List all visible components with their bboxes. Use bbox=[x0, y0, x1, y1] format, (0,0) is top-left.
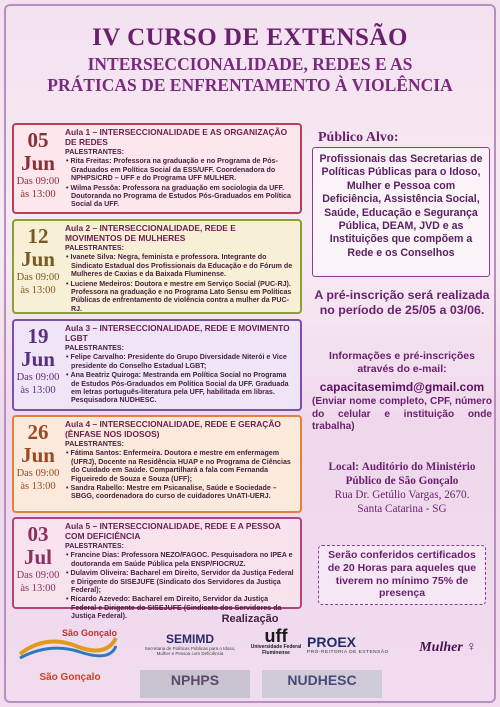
proex-subtitle: PRÓ-REITORIA DE EXTENSÃO bbox=[307, 650, 389, 655]
speaker-item: • Luciene Medeiros: Doutora e mestre em Serviço Social (PUC-RJ). Professora na graduação e no Programa Lato Sensu em Políticas Públicas de enfrentamento de violência contra a mulher da PUC-RJ. bbox=[65, 280, 295, 314]
venue-label: Local: bbox=[328, 461, 359, 473]
session-card-3 bbox=[12, 319, 302, 411]
session-body bbox=[62, 221, 300, 312]
page-subtitle bbox=[0, 54, 500, 96]
session-body bbox=[62, 417, 300, 511]
session-month: Jun bbox=[21, 347, 55, 371]
session-month: Jul bbox=[23, 545, 52, 569]
speaker-item: • Dulavim Oliveira: Bacharel em Direito, Servidor da Justiça Federal e Dirigente do SISEJUFE (Sindicato dos Servidores da Justiça Federal); bbox=[65, 569, 295, 594]
session-date bbox=[14, 519, 62, 607]
info-heading: Informações e pré-inscrições através do e-mail: bbox=[329, 350, 475, 375]
sao-goncalo-logo bbox=[16, 628, 120, 662]
session-hour-start: Das 09:00 bbox=[16, 372, 60, 383]
speaker-item: • Wilma Pessôa: Professora na graduação em sociologia da UFF. Doutoranda no Programa de Estudos Pós-Graduados em Política Social da UFF. bbox=[65, 184, 295, 209]
session-day: 19 bbox=[27, 324, 49, 348]
sao-goncalo-anniversary-logo bbox=[20, 672, 120, 683]
mulher-label: Mulher bbox=[419, 640, 463, 655]
session-hour-end: às 13:00 bbox=[20, 385, 56, 396]
speakers-label: PALESTRANTES: bbox=[65, 440, 124, 448]
page-title: IV CURSO DE EXTENSÃO bbox=[92, 24, 408, 51]
proex-label: PROEX bbox=[307, 634, 357, 650]
nphps-logo bbox=[140, 670, 250, 698]
audience-heading: Público Alvo: bbox=[318, 130, 399, 145]
venue-address-line-1: Rua Dr. Getúlio Vargas, 2670. bbox=[334, 489, 470, 501]
venue-block bbox=[312, 460, 492, 516]
uff-label: uff bbox=[264, 626, 288, 646]
session-title: Aula 1 – INTERSECCIONALIDADE E AS ORGANIZAÇÃO DE REDES bbox=[65, 127, 288, 147]
speaker-item: • Ana Beatriz Quiroga: Mestranda em Política Social no Programa de Estudos Pós-Graduados em Política Social da UFF. Graduada em letras português-literatura pela UFF, habilitada em libras. Pesquisadora NUDHESC. bbox=[65, 371, 295, 405]
speaker-item: • Ivanete Silva: Negra, feminista e professora. Integrante do Sindicato Estadual dos Profissionais da Educação e do Fórum de Mulheres de Caxias e da Baixada Fluminense. bbox=[65, 253, 295, 278]
session-date bbox=[14, 221, 62, 312]
session-hour-start: Das 09:00 bbox=[16, 272, 60, 283]
venue-address-line-2: Santa Catarina - SG bbox=[357, 503, 447, 515]
speaker-item: • Sandra Rabello: Mestre em Psicanalise, Saúde e Sociedade – SBGG, coordenadora do curso de cuidadores UnATI-UERJ. bbox=[65, 484, 295, 501]
session-day: 26 bbox=[27, 420, 49, 444]
uff-subtitle: Universidade Federal Fluminense bbox=[250, 644, 302, 656]
session-title: Aula 3 – INTERSECCIONALIDADE, REDE E MOVIMENTO LGBT bbox=[65, 323, 290, 343]
session-hour-end: às 13:00 bbox=[20, 481, 56, 492]
speaker-item: • Francine Dias: Professora NEZO/FAGOC. Pesquisadora no IPEA e doutoranda em Saúde Pública pela ENSP/FIOCRUZ. bbox=[65, 551, 295, 568]
session-hour-end: às 13:00 bbox=[20, 583, 56, 594]
semimd-logo bbox=[140, 632, 240, 656]
audience-box: Profissionais das Secretarias de Políticas Públicas para o Idoso, Mulher e Pessoa com Deficiência, Assistência Social, Saúde, Educação e Segurança Pública, DEAM, JVD e as Instituições que compõem a Rede e os Conselhos bbox=[312, 147, 490, 277]
session-hour-end: às 13:00 bbox=[20, 189, 56, 200]
certificate-notice: Serão conferidos certificados de 20 Horas para aqueles que tiverem no mínimo 75% de presença bbox=[318, 545, 486, 605]
session-hour-start: Das 09:00 bbox=[16, 176, 60, 187]
speaker-item: • Rita Freitas: Professora na graduação e no Programa de Pós-Graduados em Política Social da ESS/UFF. Coordenadora do NPHPS/CRD – UFF e do Programa UFF MULHER. bbox=[65, 157, 295, 182]
session-hour-end: às 13:00 bbox=[20, 285, 56, 296]
nudhesc-logo bbox=[262, 670, 382, 698]
sao-goncalo-anniversary-label: São Gonçalo bbox=[39, 672, 101, 683]
session-title: Aula 5 – INTERSECCIONALIDADE, REDE E A PESSOA COM DEFICIÊNCIA bbox=[65, 521, 281, 541]
contact-email[interactable]: capacitasemimd@gmail.com bbox=[319, 380, 485, 394]
session-title: Aula 4 – INTERSECCIONALIDADE, REDE E GERAÇÃO (ÊNFASE NOS IDOSOS) bbox=[65, 419, 281, 439]
speakers-label: PALESTRANTES: bbox=[65, 244, 124, 252]
session-body bbox=[62, 125, 300, 212]
female-symbol-icon: ♀ bbox=[466, 640, 477, 655]
session-day: 05 bbox=[27, 128, 49, 152]
session-month: Jun bbox=[21, 247, 55, 271]
session-hour-start: Das 09:00 bbox=[16, 570, 60, 581]
speaker-item: • Fátima Santos: Enfermeira. Doutora e mestre em enfermagem (UFRJ), Docente na Residência HUAP e no Programa de Ciências do Cuidado em Saúde. Compartilhará a fala com Fernanda Figueiredo de Souza e Souza (UFF); bbox=[65, 449, 295, 483]
uff-logo bbox=[250, 628, 302, 656]
session-card-2 bbox=[12, 219, 302, 314]
session-card-4 bbox=[12, 415, 302, 513]
venue-name: Auditório do Ministério Público de São Gonçalo bbox=[345, 461, 476, 487]
speakers-label: PALESTRANTES: bbox=[65, 148, 124, 156]
subtitle-line-2: PRÁTICAS DE ENFRENTAMENTO À VIOLÊNCIA bbox=[47, 75, 453, 95]
semimd-label: SEMIMD bbox=[166, 632, 214, 646]
session-date bbox=[14, 321, 62, 409]
session-month: Jun bbox=[21, 151, 55, 175]
proex-logo bbox=[307, 634, 417, 655]
session-body bbox=[62, 321, 300, 409]
registration-instructions: (Enviar nome completo, CPF, número do celular e instituição onde trabalha) bbox=[312, 396, 492, 432]
organizers-heading: Realização bbox=[221, 613, 279, 625]
nphps-label: NPHPS bbox=[170, 672, 220, 688]
session-day: 12 bbox=[27, 224, 49, 248]
speakers-label: PALESTRANTES: bbox=[65, 542, 124, 550]
speaker-item: • Felipe Carvalho: Presidente do Grupo Diversidade Niterói e Vice presidente do Conselho Estadual LGBT; bbox=[65, 353, 295, 370]
semimd-subtitle: Secretaria de Políticas Públicas para o Idoso, Mulher e Pessoa com Deficiência bbox=[144, 646, 236, 656]
subtitle-line-1: INTERSECCIONALIDADE, REDES E AS bbox=[87, 54, 413, 74]
session-card-1 bbox=[12, 123, 302, 214]
speakers-label: PALESTRANTES: bbox=[65, 344, 124, 352]
uff-mulher-logo bbox=[408, 640, 488, 656]
session-date bbox=[14, 417, 62, 511]
speaker-item: • Ricardo Azevedo: Bacharel em Direito, Servidor da Justiça Federal e Dirigente do SISEJUFE (Sindicato dos Servidores da Justiça Federal). bbox=[65, 595, 295, 620]
preregistration-period: A pré-inscrição será realizada no período de 25/05 a 03/06. bbox=[314, 288, 490, 317]
sao-goncalo-label: São Gonçalo bbox=[62, 628, 118, 638]
session-day: 03 bbox=[27, 522, 49, 546]
nudhesc-label: NUDHESC bbox=[287, 672, 357, 688]
session-title: Aula 2 – INTERSECCIONALIDADE, REDE E MOVIMENTOS DE MULHERES bbox=[65, 223, 236, 243]
session-hour-start: Das 09:00 bbox=[16, 468, 60, 479]
session-month: Jun bbox=[21, 443, 55, 467]
session-date bbox=[14, 125, 62, 212]
